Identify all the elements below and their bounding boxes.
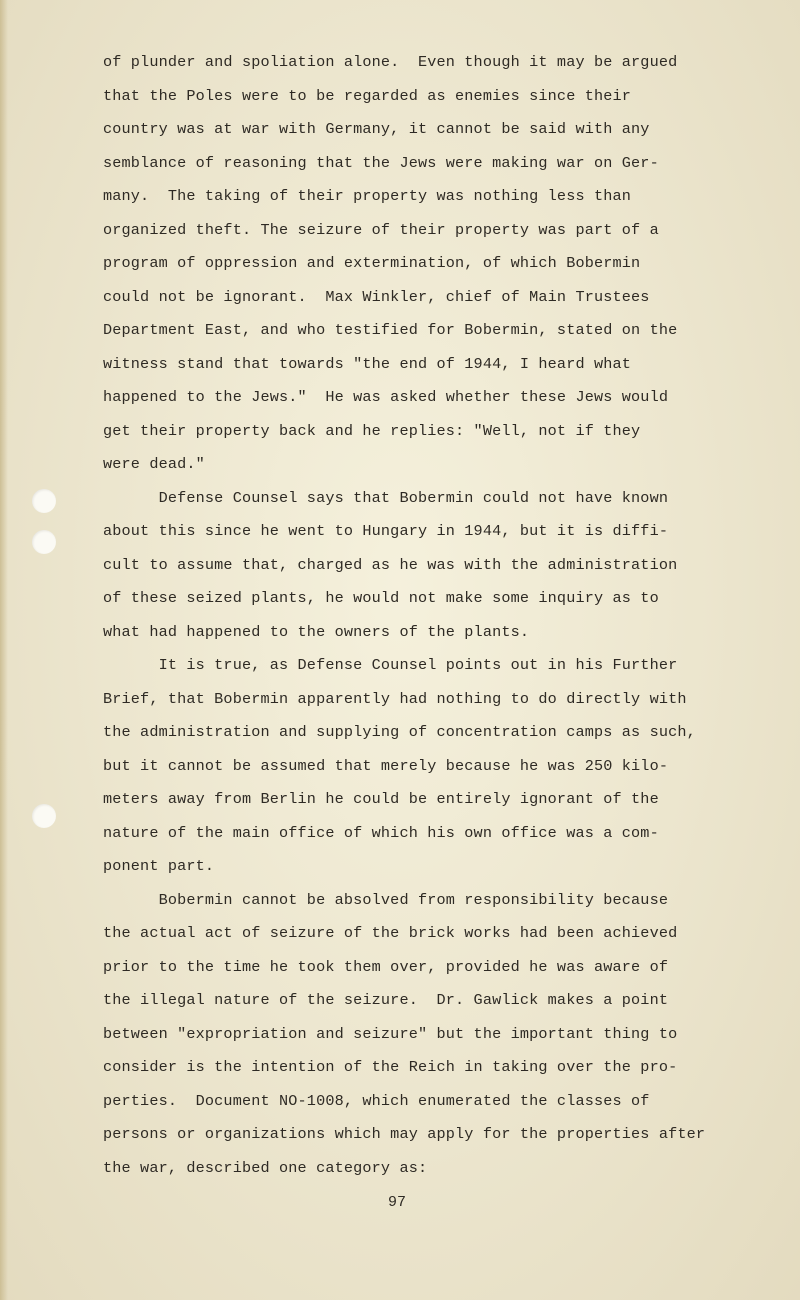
text-line: meters away from Berlin he could be entirely ignorant of the [103,790,659,808]
text-line: of these seized plants, he would not make some inquiry as to [103,589,659,607]
punch-hole-bottom [32,804,56,828]
page-edge-shadow [0,0,8,1300]
text-line: nature of the main office of which his own office was a com- [103,823,659,842]
paragraph [103,46,753,482]
typed-body-text [103,46,753,1185]
text-line: the administration and supplying of concentration camps as such, [103,723,696,741]
text-line: prior to the time he took them over, provided he was aware of [103,957,669,976]
text-line: witness stand that towards "the end of 1944, I heard what [103,354,632,373]
text-line: Defense Counsel says that Bobermin could not have known [103,488,669,507]
text-line: many. The taking of their property was nothing less than [103,187,632,205]
text-line: perties. Document NO-1008, which enumerated the classes of [103,1091,650,1110]
text-line: It is true, as Defense Counsel points out in his Further [103,656,678,674]
paragraph [103,884,753,1186]
text-line: organized theft. The seizure of their property was part of a [103,220,659,239]
paragraph [103,482,753,650]
text-line: country was at war with Germany, it cannot be said with any [103,120,650,138]
punch-hole-top [32,489,56,513]
punch-hole-middle [32,530,56,554]
text-line: the actual act of seizure of the brick works had been achieved [103,924,678,942]
text-line: get their property back and he replies: "Well, not if they [103,421,641,440]
text-line: the war, described one category as: [103,1158,428,1177]
paragraph [103,649,753,884]
text-line: that the Poles were to be regarded as enemies since their [103,86,632,105]
text-line: semblance of reasoning that the Jews were making war on Ger- [103,153,659,172]
text-line: could not be ignorant. Max Winkler, chief of Main Trustees [103,287,650,306]
text-line: what had happened to the owners of the plants. [103,622,530,641]
text-line: but it cannot be assumed that merely because he was 250 kilo- [103,756,669,775]
text-line: cult to assume that, charged as he was with the administration [103,555,678,574]
text-line: Brief, that Bobermin apparently had nothing to do directly with [103,689,687,708]
text-line: the illegal nature of the seizure. Dr. Gawlick makes a point [103,991,669,1009]
text-line: program of oppression and extermination, of which Bobermin [103,254,641,272]
text-line: persons or organizations which may apply for the properties after [103,1125,706,1143]
page-number: 97 [388,1194,407,1211]
text-line: Department East, and who testified for Bobermin, stated on the [103,321,678,339]
text-line: Bobermin cannot be absolved from responsibility because [103,890,669,909]
text-line: of plunder and spoliation alone. Even though it may be argued [103,53,678,71]
text-line: ponent part. [103,857,215,875]
text-line: consider is the intention of the Reich in taking over the pro- [103,1058,678,1076]
text-line: were dead." [103,455,205,473]
text-line: between "expropriation and seizure" but the important thing to [103,1024,678,1043]
text-line: happened to the Jews." He was asked whether these Jews would [103,388,669,406]
text-line: about this since he went to Hungary in 1944, but it is diffi- [103,522,669,540]
